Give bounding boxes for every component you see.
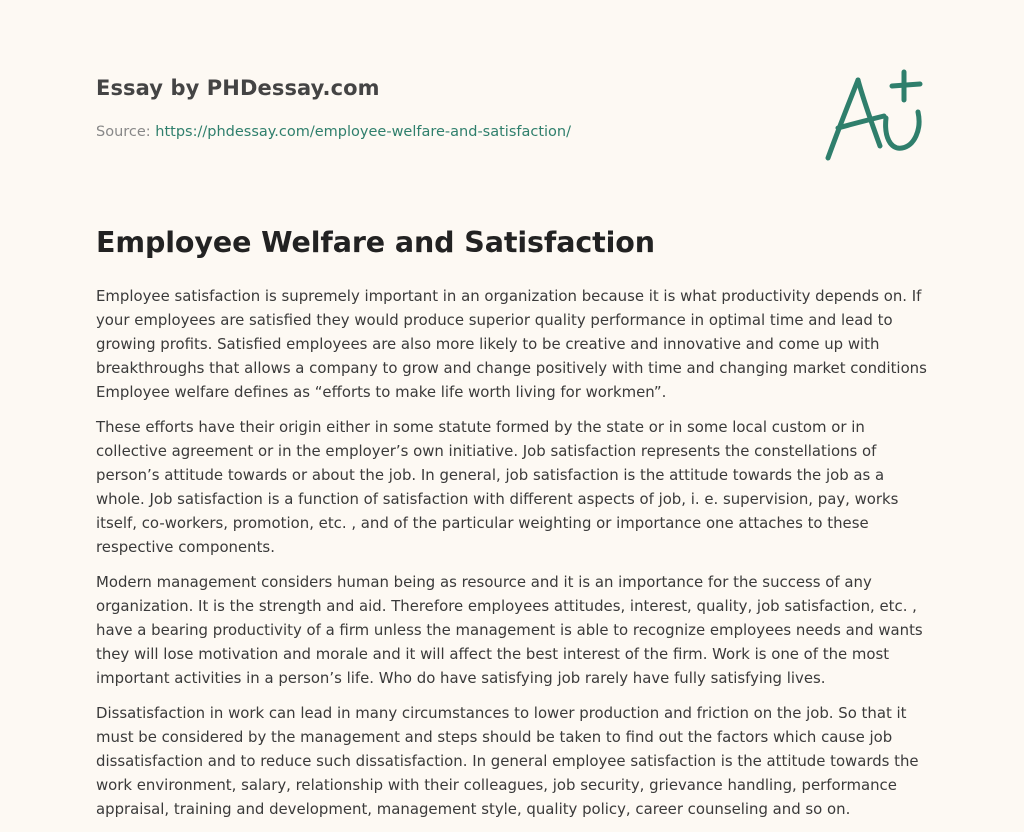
essay-paragraph: These efforts have their origin either in some statute formed by the state or in some local custom or in collective agreement or in the employer’s own initiative. Job satisfaction represents the constellations of person’s attitude towards or about the job. In general, job satisfaction is the attitude towards the job as a whole. Job satisfaction is a function of satisfaction with different aspects of job, i. e. supervision, pay, works itself, co-workers, promotion, etc. , and of the particular weighting or importance one attaches to these respective components. xyxy=(96,418,899,556)
essay-paragraph: Modern management considers human being as resource and it is an importance for the success of any organization. It is the strength and aid. Therefore employees attitudes, interest, quality, job satisfaction, etc. , have a bearing productivity of a firm unless the management is able to recognize employees needs and wants they will lose motivation and morale and it will affect the best interest of the firm. Work is one of the most important activities in a person’s life. Who do have satisfying job rarely have fully satisfying lives. xyxy=(96,573,923,687)
source-link[interactable]: https://phdessay.com/employee-welfare-and-satisfaction/ xyxy=(155,124,572,140)
a-plus-logo-icon xyxy=(822,66,930,166)
essay-paragraph: Dissatisfaction in work can lead in many circumstances to lower production and friction on the job. So that it must be considered by the management and steps should be taken to find out the factors which cause job dissatisfaction and to reduce such dissatisfaction. In general employee satisfaction is the attitude towards the work environment, salary, relationship with their colleagues, job security, grievance handling, performance appraisal, training and development, management style, quality policy, career counseling and so on. xyxy=(96,704,919,818)
site-title: Essay by PHDessay.com xyxy=(96,76,380,100)
essay-body xyxy=(96,284,930,832)
source-label: Source: xyxy=(96,124,151,140)
essay-title: Employee Welfare and Satisfaction xyxy=(96,226,655,259)
essay-paragraph: Employee satisfaction is supremely important in an organization because it is what productivity depends on. If your employees are satisfied they would produce superior quality performance in optimal time and lead to growing profits. Satisfied employees are also more likely to be creative and innovative and come up with breakthroughs that allows a company to grow and change positively with time and changing market conditions Employee welfare defines as “efforts to make life worth living for workmen”. xyxy=(96,287,927,401)
source-line xyxy=(96,124,571,140)
